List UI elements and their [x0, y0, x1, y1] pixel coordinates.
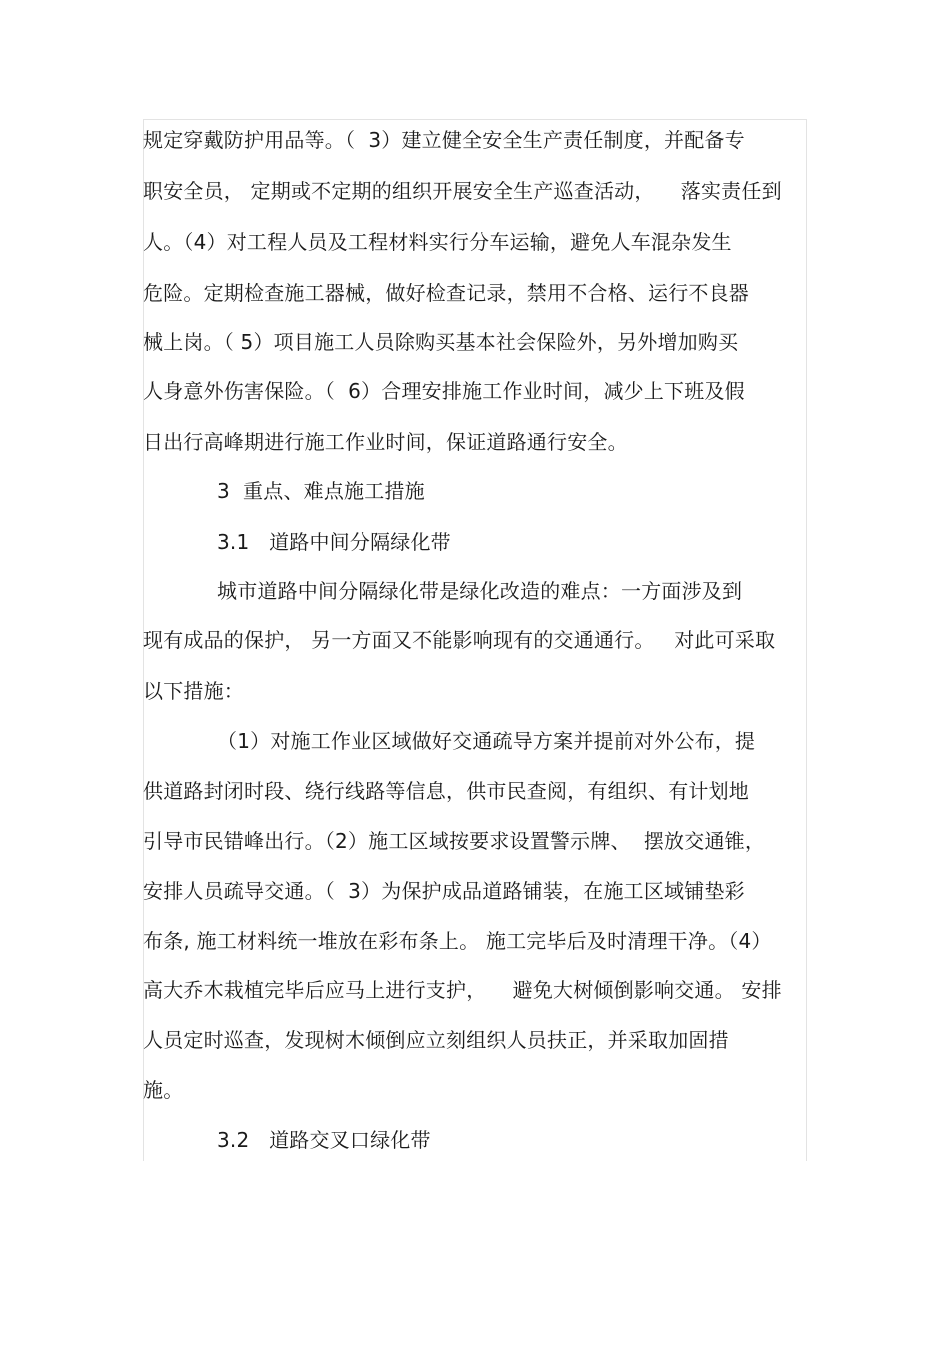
text-line: 城市道路中间分隔绿化带是绿化改造的难点：一方面涉及到 [217, 579, 743, 603]
text-line: 日出行高峰期进行施工作业时间，保证道路通行安全。 [143, 430, 628, 454]
text-line: 人身意外伤害保险。（ 6）合理安排施工作业时间，减少上下班及假 [143, 379, 745, 403]
text-line: 施。 [143, 1078, 184, 1102]
text-line: 人。（4）对工程人员及工程材料实行分车运输，避免人车混杂发生 [143, 230, 732, 254]
subsection-heading: 3.1 道路中间分隔绿化带 [217, 530, 451, 554]
text-line: 以下措施： [143, 679, 244, 703]
text-line: 布条, 施工材料统一堆放在彩布条上。 施工完毕后及时清理干净。（4） [143, 929, 772, 953]
text-line: 安排人员疏导交通。（ 3）为保护成品道路铺装，在施工区域铺垫彩 [143, 879, 745, 903]
text-line: 械上岗。（ 5）项目施工人员除购买基本社会保险外，另外增加购买 [143, 330, 739, 354]
text-line: 人员定时巡查，发现树木倾倒应立刻组织人员扶正，并采取加固措 [143, 1028, 729, 1052]
text-line: 职安全员， 定期或不定期的组织开展安全生产巡查活动， 落实责任到 [143, 179, 782, 203]
text-line: 引导市民错峰出行。（2）施工区域按要求设置警示牌、 摆放交通锥， [143, 829, 766, 853]
text-line: 危险。定期检查施工器械，做好检查记录，禁用不合格、运行不良器 [143, 281, 749, 305]
subsection-heading: 3.2 道路交叉口绿化带 [217, 1128, 431, 1152]
text-line: （1）对施工作业区域做好交通疏导方案并提前对外公布，提 [217, 729, 756, 753]
text-line: 现有成品的保护， 另一方面又不能影响现有的交通通行。 对此可采取 [143, 628, 776, 652]
text-line: 供道路封闭时段、绕行线路等信息，供市民查阅，有组织、有计划地 [143, 779, 749, 803]
section-heading: 3 重点、难点施工措施 [217, 479, 425, 503]
text-line: 高大乔木栽植完毕后应马上进行支护， 避免大树倾倒影响交通。 安排 [143, 978, 782, 1002]
text-line: 规定穿戴防护用品等。（ 3）建立健全安全生产责任制度，并配备专 [143, 128, 745, 152]
